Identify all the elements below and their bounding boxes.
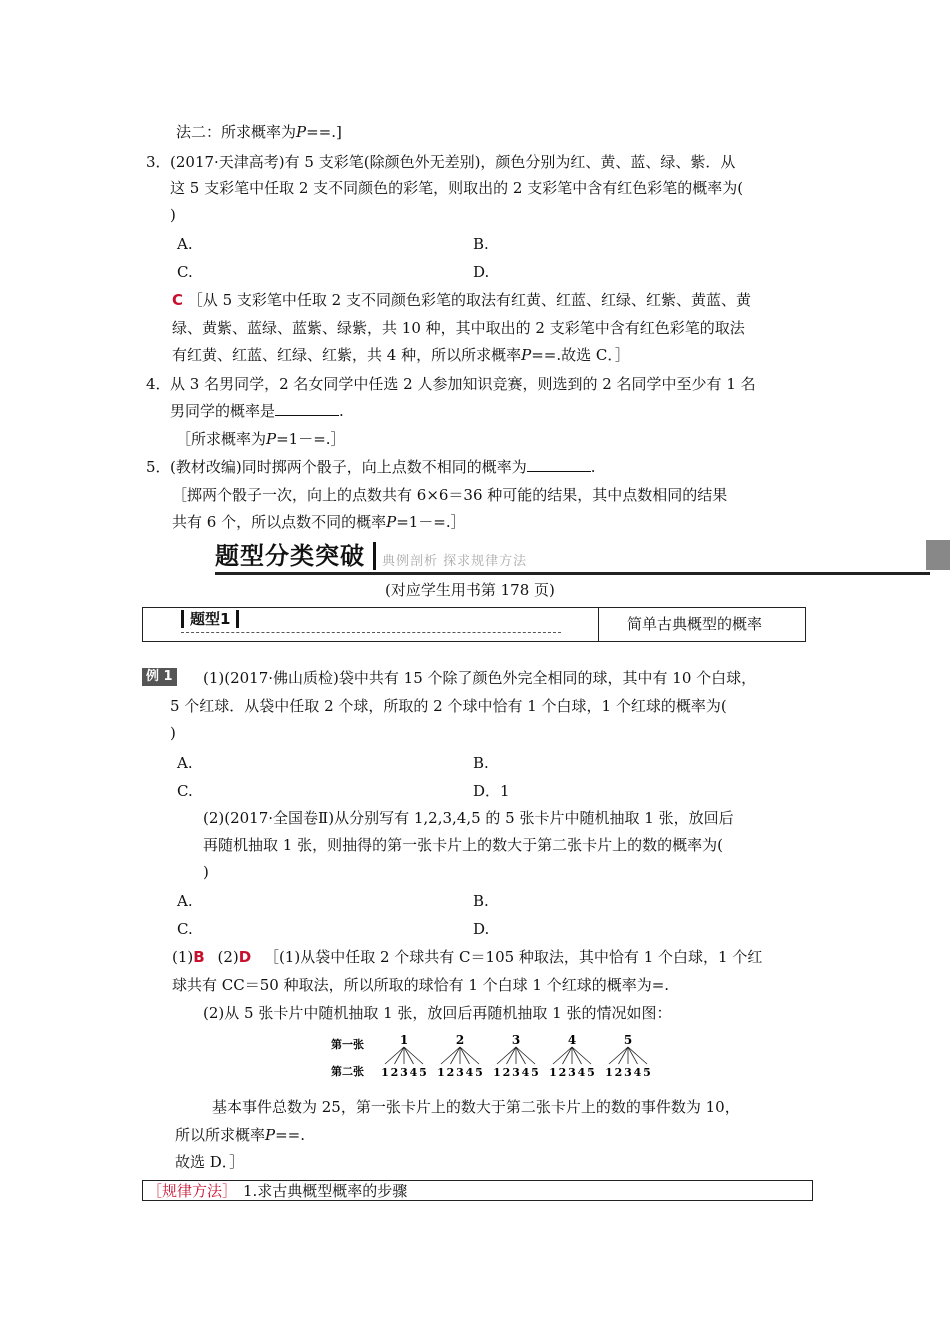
option-a: A. <box>177 754 193 772</box>
box-divider <box>598 608 599 641</box>
example-text: 再随机抽取 1 张，则抽得的第一张卡片上的数大于第二张卡片上的数的概率为( <box>203 836 723 854</box>
question-5-text: (教材改编)同时掷两个骰子，向上点数不相同的概率为 . <box>170 458 596 476</box>
example-text: (1)(2017·佛山质检)袋中共有 15 个除了颜色外完全相同的球，其中有 10 个白球， <box>203 669 757 687</box>
tree-row1-label: 第一张 <box>331 1038 364 1051</box>
tree-child-node: 4 <box>577 1066 586 1079</box>
section-reference: (对应学生用书第 178 页) <box>385 581 555 599</box>
question-3-text: (2017·天津高考)有 5 支彩笔(除颜色外无差别)，颜色分别为红、黄、蓝、绿、紫．从 <box>170 153 736 171</box>
question-4-text: 男同学的概率是 . <box>170 402 344 420</box>
tree-child-node: 3 <box>400 1066 408 1079</box>
tree-branch <box>404 1047 423 1064</box>
solution-line: (2)从 5 张卡片中随机抽取 1 张，放回后再随机抽取 1 张的情况如图： <box>203 1004 672 1022</box>
question-5-number: 5． <box>146 458 171 476</box>
section-header <box>215 540 950 576</box>
tree-child-node: 1 <box>549 1066 557 1079</box>
question-3-number: 3． <box>146 153 171 171</box>
tree-branch <box>507 1047 517 1064</box>
section-title: 题型分类突破 <box>215 542 365 570</box>
tree-child-node: 2 <box>390 1066 399 1079</box>
solution-line: C ［从 5 支彩笔中任取 2 支不同颜色彩笔的取法有红黄、红蓝、红绿、红紫、黄蓝、黄 <box>172 291 751 309</box>
tree-child-node: 4 <box>521 1066 530 1079</box>
option-a: A. <box>177 235 193 253</box>
topic-title: 简单古典概型的概率 <box>627 615 763 633</box>
tree-child-node: 3 <box>512 1066 520 1079</box>
solution-line: ［所求概率为P=1－=.］ <box>176 430 346 448</box>
tree-child-node: 1 <box>437 1066 445 1079</box>
tree-branch <box>516 1047 526 1064</box>
tree-row2-label: 第二张 <box>331 1065 364 1078</box>
tree-branch <box>404 1047 414 1064</box>
text-line: 法二：所求概率为P==.] <box>176 123 342 141</box>
tree-child-node: 1 <box>493 1066 501 1079</box>
rule-text: 1.求古典概型概率的步骤 <box>243 1182 408 1200</box>
tree-branch <box>553 1047 572 1064</box>
topic-label: 题型1 <box>181 610 239 628</box>
tree-branch <box>628 1047 638 1064</box>
tree-child-node: 2 <box>502 1066 511 1079</box>
tree-branch <box>385 1047 404 1064</box>
tree-parent-node: 4 <box>567 1033 577 1047</box>
question-4-number: 4． <box>146 375 171 393</box>
solution-line: (1)B (2)D ［(1)从袋中任取 2 个球共有 C＝105 种取法，其中恰有 1 个白球，1 个红 <box>172 948 763 966</box>
option-b: B. <box>473 235 489 253</box>
example-text: (2)(2017·全国卷Ⅱ)从分别写有 1,2,3,4,5 的 5 张卡片中随机抽取 1 张，放回后 <box>203 809 734 827</box>
solution-line: 绿、黄紫、蓝绿、蓝紫、绿紫，共 10 种，其中取出的 2 支彩笔中含有红色彩笔的取法 <box>172 319 745 337</box>
tree-parent-node: 3 <box>511 1033 521 1047</box>
answer-letter: D <box>238 948 252 966</box>
tree-branch <box>563 1047 573 1064</box>
example-text: 5 个红球．从袋中任取 2 个球，所取的 2 个球中恰有 1 个白球，1 个红球的概率为( <box>170 697 727 715</box>
solution-line: 球共有 CC＝50 种取法，所以所取的球恰有 1 个白球 1 个红球的概率为=. <box>172 976 670 994</box>
solution-line: 故选 D．］ <box>175 1153 245 1171</box>
tree-child-node: 1 <box>381 1066 389 1079</box>
tree-child-node: 3 <box>456 1066 464 1079</box>
answer-letter: B <box>193 948 205 966</box>
tree-branch <box>609 1047 628 1064</box>
example-text: ) <box>203 863 209 881</box>
card-tree-diagram <box>325 1030 665 1082</box>
tree-child-node: 5 <box>531 1066 539 1079</box>
tree-child-node: 5 <box>587 1066 595 1079</box>
option-a: A. <box>177 892 193 910</box>
solution-line: ［掷两个骰子一次，向上的点数共有 6×6＝36 种可能的结果，其中点数相同的结果 <box>172 486 728 504</box>
question-3-text: ) <box>170 206 176 224</box>
tree-branch <box>441 1047 460 1064</box>
tree-branch <box>572 1047 591 1064</box>
tree-branch <box>451 1047 461 1064</box>
question-3-text: 这 5 支彩笔中任取 2 支不同颜色的彩笔，则取出的 2 支彩笔中含有红色彩笔的概率为( <box>170 179 744 197</box>
section-underline <box>215 572 930 575</box>
option-d: D．1 <box>473 782 510 800</box>
tree-branch <box>628 1047 647 1064</box>
tree-child-node: 2 <box>446 1066 455 1079</box>
option-c: C. <box>177 263 193 281</box>
tree-branch <box>395 1047 405 1064</box>
tree-branch <box>460 1047 470 1064</box>
tree-child-node: 1 <box>605 1066 613 1079</box>
tree-child-node: 4 <box>633 1066 642 1079</box>
option-c: C. <box>177 782 193 800</box>
tree-child-node: 5 <box>643 1066 651 1079</box>
option-c: C. <box>177 920 193 938</box>
dashed-rule <box>181 632 561 633</box>
rule-box <box>142 1180 813 1201</box>
solution-line: 基本事件总数为 25，第一张卡片上的数大于第二张卡片上的数的事件数为 10， <box>212 1098 740 1116</box>
section-divider <box>373 542 376 570</box>
option-b: B. <box>473 754 489 772</box>
answer-blank <box>275 401 339 416</box>
tree-branch <box>572 1047 582 1064</box>
section-subtitle: 典例剖析 探求规律方法 <box>382 554 528 569</box>
tree-parent-node: 5 <box>623 1033 633 1047</box>
tree-child-node: 3 <box>624 1066 632 1079</box>
tree-child-node: 4 <box>465 1066 474 1079</box>
tree-child-node: 3 <box>568 1066 576 1079</box>
option-d: D. <box>473 920 490 938</box>
tree-parent-node: 2 <box>455 1033 465 1047</box>
tree-child-node: 4 <box>409 1066 418 1079</box>
topic-box <box>142 607 806 642</box>
tree-child-node: 5 <box>419 1066 427 1079</box>
section-tab-marker <box>926 540 950 570</box>
answer-letter: C <box>172 291 184 309</box>
solution-line: 有红黄、红蓝、红绿、红紫，共 4 种，所以所求概率P==.故选 C．］ <box>172 346 630 364</box>
tree-branch <box>497 1047 516 1064</box>
question-4-text: 从 3 名男同学，2 名女同学中任选 2 人参加知识竞赛，则选到的 2 名同学中至少有 1 名 <box>170 375 756 393</box>
tree-child-node: 5 <box>475 1066 483 1079</box>
tree-child-node: 2 <box>614 1066 623 1079</box>
rule-tag: ［规律方法］ <box>147 1182 238 1200</box>
tree-child-node: 2 <box>558 1066 567 1079</box>
tree-parent-node: 1 <box>399 1033 409 1047</box>
answer-blank <box>527 457 591 472</box>
example-badge: 例 1 <box>142 668 177 686</box>
solution-line: 所以所求概率P==. <box>175 1126 306 1144</box>
solution-line: 共有 6 个，所以点数不同的概率P=1－=.］ <box>172 513 466 531</box>
option-d: D. <box>473 263 490 281</box>
example-text: ) <box>170 724 176 742</box>
tree-branch <box>516 1047 535 1064</box>
tree-branch <box>460 1047 479 1064</box>
tree-branch <box>619 1047 629 1064</box>
option-b: B. <box>473 892 489 910</box>
